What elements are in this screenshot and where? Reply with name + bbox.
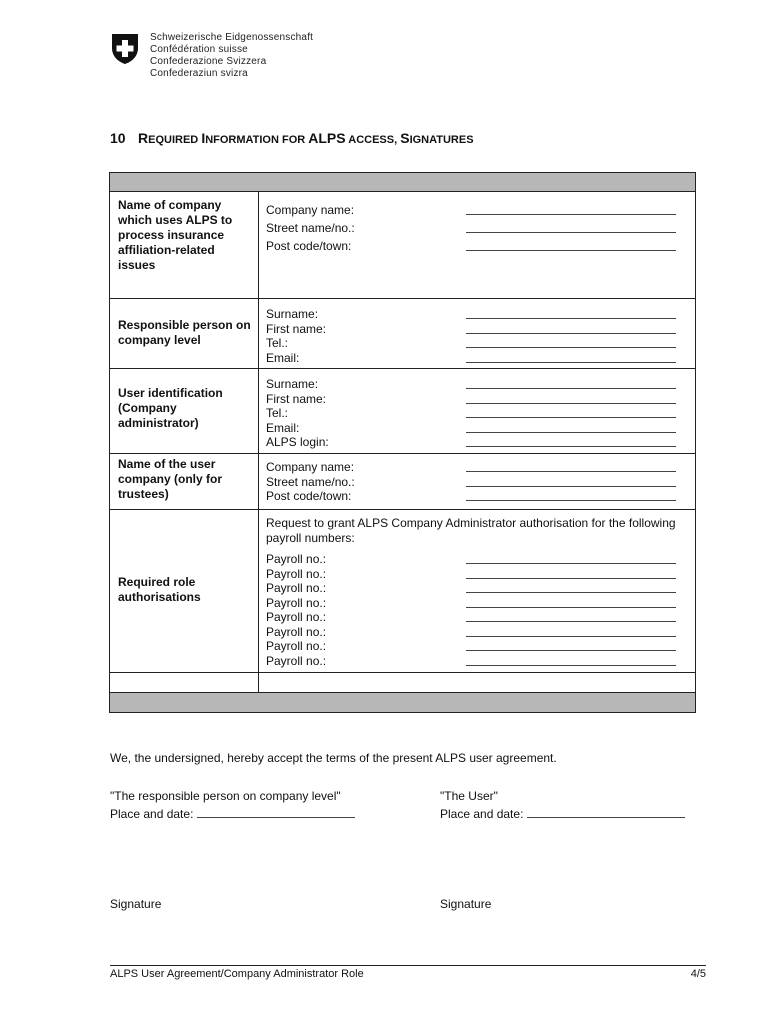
trustee-company-label: Name of the user company (only for trustees) (118, 457, 223, 501)
field-label: Post code/town: (266, 239, 352, 253)
field-line[interactable] (466, 477, 676, 487)
form-field-row[interactable] (266, 581, 676, 596)
field-label: First name: (266, 321, 327, 336)
field-line[interactable] (466, 612, 676, 622)
confederation-names (150, 32, 313, 80)
place-date-label: Place and date: (440, 807, 524, 821)
field-label: Surname: (266, 377, 319, 392)
responsible-signature-block (110, 787, 355, 823)
field-label: Email: (266, 420, 300, 435)
form-field-row[interactable] (266, 654, 676, 669)
field-line[interactable] (466, 324, 676, 334)
form-field-row[interactable] (266, 351, 676, 366)
field-label: Payroll no.: (266, 552, 327, 567)
heading-part: I (201, 130, 206, 146)
row-divider (110, 672, 695, 673)
field-label: Payroll no.: (266, 610, 327, 625)
user-signature-block (440, 787, 685, 823)
form-field-row[interactable] (266, 219, 676, 237)
field-line[interactable] (466, 656, 676, 666)
field-line[interactable] (466, 598, 676, 608)
field-line[interactable] (466, 583, 676, 593)
form-field-row[interactable] (266, 392, 676, 407)
authorisation-request-note: Request to grant ALPS Company Administrator authorisation for the following payroll numbers: (266, 516, 676, 545)
field-line[interactable] (466, 569, 676, 579)
alps-access-form (109, 172, 696, 713)
role-authorisations-label: Required role authorisations (118, 575, 201, 604)
form-field-row[interactable] (266, 322, 676, 337)
field-line[interactable] (466, 627, 676, 637)
signature-label: Signature (110, 897, 162, 911)
page-footer (110, 965, 706, 980)
field-label: Street name/no.: (266, 474, 355, 489)
form-field-row[interactable] (266, 307, 676, 322)
user-fields (266, 377, 676, 450)
trustee-fields (266, 460, 676, 504)
form-field-row[interactable] (266, 489, 676, 504)
page-number: 4/5 (690, 968, 706, 980)
field-line[interactable] (466, 241, 676, 251)
field-label: Post code/town: (266, 489, 352, 504)
field-label: ALPS login: (266, 435, 329, 450)
confederation-line: Confédération suisse (150, 44, 248, 55)
form-field-row[interactable] (266, 237, 676, 255)
form-field-row[interactable] (266, 201, 676, 219)
form-field-row[interactable] (266, 406, 676, 421)
field-label: Payroll no.: (266, 566, 327, 581)
form-footer-bar (110, 692, 695, 712)
signatory-role: "The responsible person on company level" (110, 789, 341, 803)
form-field-row[interactable] (266, 567, 676, 582)
field-line[interactable] (466, 338, 676, 348)
field-label: Surname: (266, 307, 319, 322)
company-fields (266, 201, 676, 255)
row-divider (110, 368, 695, 369)
row-divider (110, 453, 695, 454)
signatory-role: "The User" (440, 789, 498, 803)
field-label: Tel.: (266, 406, 289, 421)
footer-title: ALPS User Agreement/Company Administrator Role (110, 968, 364, 980)
confederation-line: Confederazione Svizzera (150, 56, 267, 67)
field-line[interactable] (466, 353, 676, 363)
form-field-row[interactable] (266, 421, 676, 436)
acceptance-statement: We, the undersigned, hereby accept the terms of the present ALPS user agreement. (110, 751, 557, 765)
field-label: Company name: (266, 460, 355, 475)
field-line[interactable] (466, 205, 676, 215)
form-field-row[interactable] (266, 460, 676, 475)
heading-part: ACCESS, (345, 134, 401, 146)
field-label: Email: (266, 350, 300, 365)
form-field-row[interactable] (266, 552, 676, 567)
field-label: Payroll no.: (266, 581, 327, 596)
field-line[interactable] (466, 641, 676, 651)
form-field-row[interactable] (266, 625, 676, 640)
form-field-row[interactable] (266, 639, 676, 654)
row-divider (110, 509, 695, 510)
heading-part: S (400, 130, 410, 146)
field-line[interactable] (466, 408, 676, 418)
responsible-label: Responsible person on company level (118, 318, 251, 347)
field-label: Payroll no.: (266, 653, 327, 668)
confederation-line: Schweizerische Eidgenossenschaft (150, 32, 314, 43)
field-line[interactable] (466, 379, 676, 389)
form-field-row[interactable] (266, 596, 676, 611)
form-field-row[interactable] (266, 336, 676, 351)
place-date-label: Place and date: (110, 807, 194, 821)
swiss-confederation-logo (110, 32, 313, 80)
field-label: First name: (266, 391, 327, 406)
field-label: Payroll no.: (266, 624, 327, 639)
field-line[interactable] (466, 554, 676, 564)
field-label: Payroll no.: (266, 639, 327, 654)
section-number: 10 (110, 130, 126, 146)
place-date-line[interactable] (527, 807, 685, 818)
user-identification-label: User identification (Company administrator) (118, 386, 223, 430)
field-line[interactable] (466, 437, 676, 447)
form-field-row[interactable] (266, 475, 676, 490)
heading-part: NFORMATION FOR (205, 134, 309, 146)
field-label: Company name: (266, 203, 355, 217)
heading-part: R (138, 130, 149, 146)
responsible-fields (266, 307, 676, 365)
field-label: Street name/no.: (266, 221, 355, 235)
form-header-bar (110, 173, 695, 192)
field-line[interactable] (466, 223, 676, 233)
field-line[interactable] (466, 491, 676, 501)
field-line[interactable] (466, 394, 676, 404)
form-field-row[interactable] (266, 377, 676, 392)
field-line[interactable] (466, 309, 676, 319)
place-date-line[interactable] (197, 807, 355, 818)
row-divider (110, 298, 695, 299)
role-fields (266, 516, 676, 668)
swiss-shield-icon (110, 32, 140, 66)
heading-part: IGNATURES (409, 134, 474, 146)
signature-label: Signature (440, 897, 492, 911)
heading-part: ALPS (308, 130, 346, 146)
field-line[interactable] (466, 462, 676, 472)
field-label: Tel.: (266, 336, 289, 351)
company-label: Name of company which uses ALPS to process insurance affiliation-related issues (118, 198, 233, 272)
form-field-row[interactable] (266, 435, 676, 450)
section-heading (110, 130, 474, 146)
field-label: Payroll no.: (266, 595, 327, 610)
column-divider (258, 191, 259, 694)
confederation-line: Confederaziun svizra (150, 68, 248, 79)
form-field-row[interactable] (266, 610, 676, 625)
heading-part: EQUIRED (148, 134, 202, 146)
field-line[interactable] (466, 423, 676, 433)
